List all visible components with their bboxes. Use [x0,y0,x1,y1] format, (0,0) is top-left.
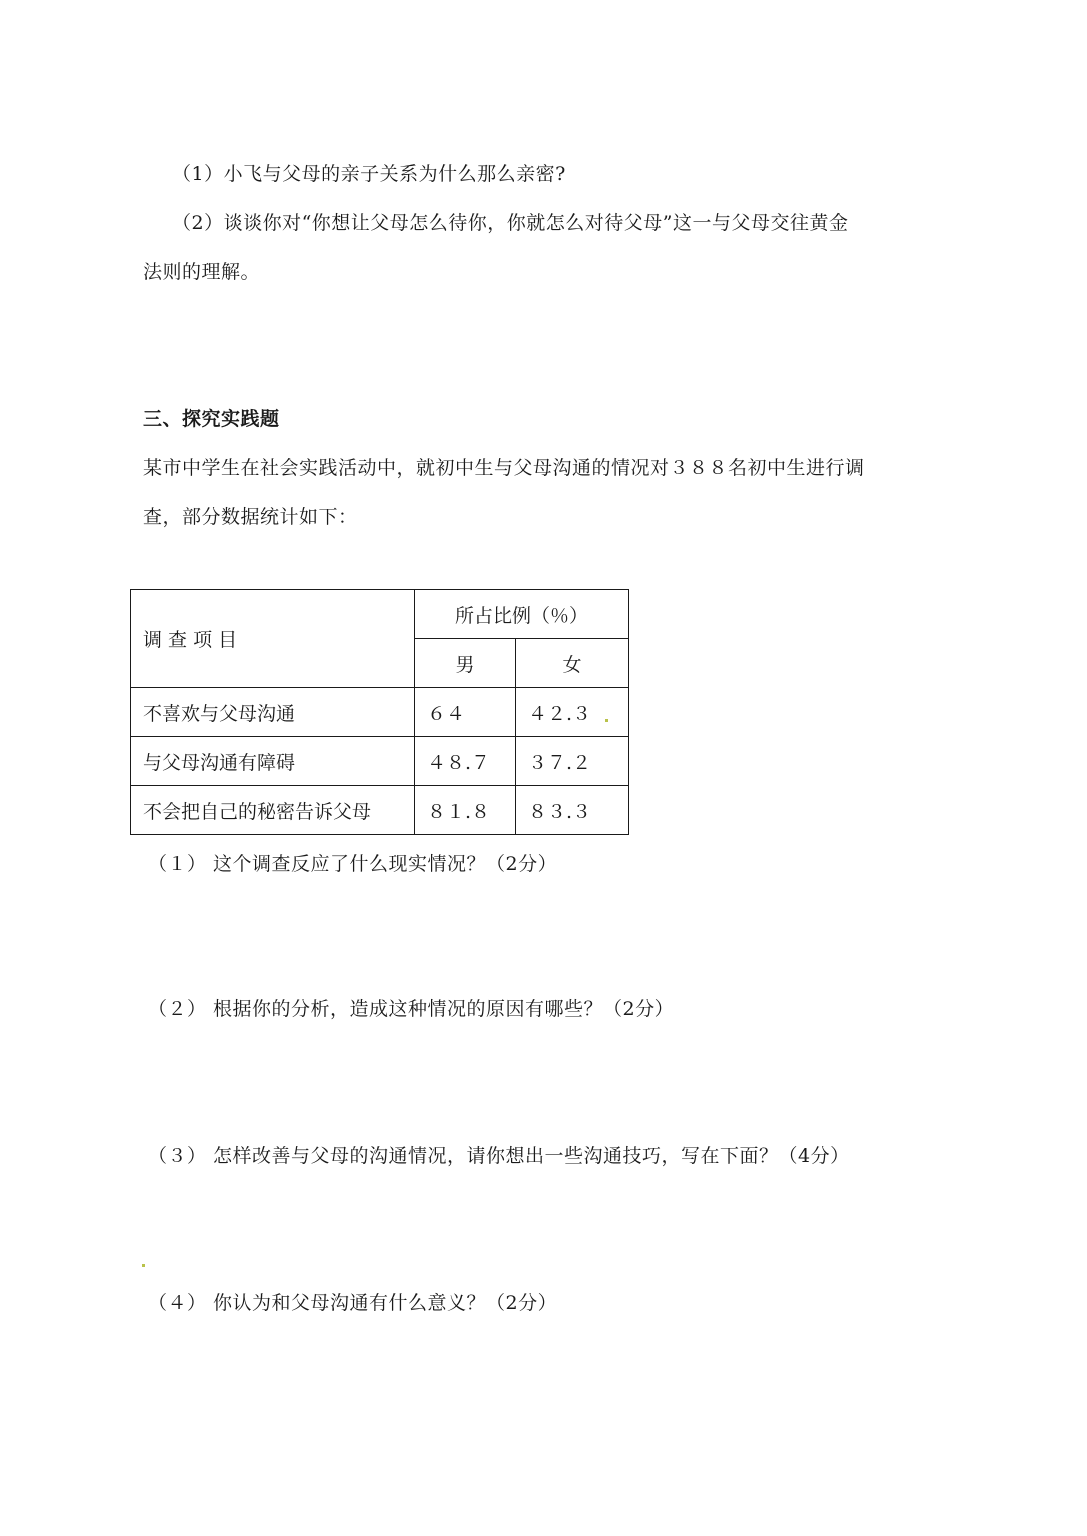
question-4: （４） 你认为和父母沟通有什么意义？（2分） [148,1292,558,1314]
row-male: ６４ [415,688,516,737]
prev-question-2-line1: （2）谈谈你对“你想让父母怎么待你，你就怎么对待父母”这一与父母交往黄金 [172,212,849,234]
marker-dot [605,719,608,722]
section-intro-line1: 某市中学生在社会实践活动中，就初中生与父母沟通的情况对３８８名初中生进行调 [143,457,865,479]
section-intro-line2: 查，部分数据统计如下： [143,506,358,528]
question-2: （２） 根据你的分析，造成这种情况的原因有哪些？（2分） [148,998,675,1020]
row-item: 不喜欢与父母沟通 [131,688,415,737]
prev-question-1: （1）小飞与父母的亲子关系为什么那么亲密? [172,163,566,185]
row-male: ４８.７ [415,737,516,786]
row-female: ８３.３ [516,786,629,835]
row-female: ３７.２ [516,737,629,786]
header-ratio: 所占比例（％） [415,590,629,639]
table-row [131,688,629,737]
header-female: 女 [516,639,629,688]
header-male: 男 [415,639,516,688]
question-3: （３） 怎样改善与父母的沟通情况，请你想出一些沟通技巧，写在下面？（4分） [148,1145,850,1167]
prev-question-2-line2: 法则的理解。 [143,261,261,283]
row-item: 不会把自己的秘密告诉父母 [131,786,415,835]
table-row [131,737,629,786]
row-item: 与父母沟通有障碍 [131,737,415,786]
header-survey-item: 调 查 项 目 [131,590,415,688]
table-row [131,786,629,835]
row-male: ８１.８ [415,786,516,835]
marker-dot [142,1264,145,1267]
section-title: 三、探究实践题 [143,408,280,430]
question-1: （１） 这个调查反应了什么现实情况？（2分） [148,853,558,875]
survey-table [130,589,629,835]
table-header-row [131,590,629,639]
row-female: ４２.３ [516,688,629,737]
